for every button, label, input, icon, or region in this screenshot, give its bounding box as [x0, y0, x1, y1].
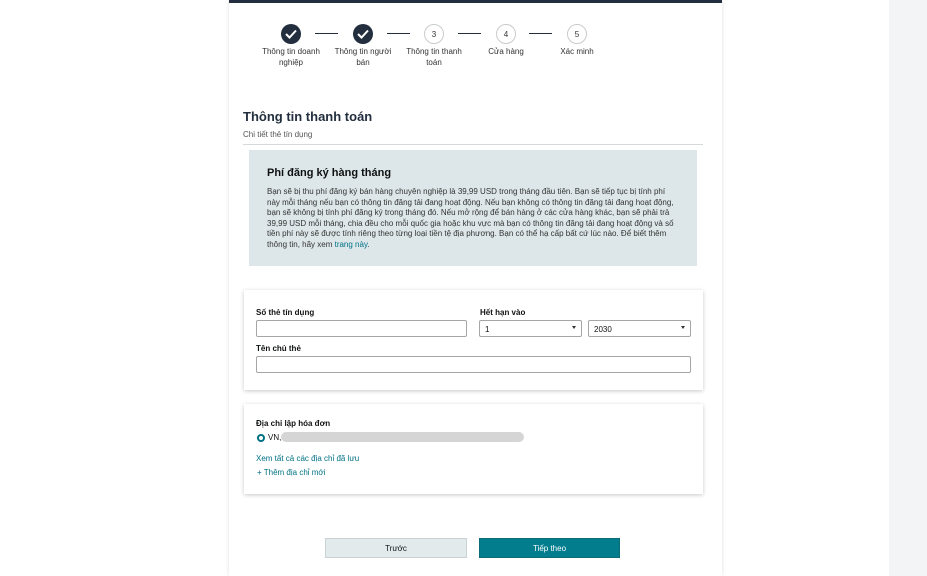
window-background-strip: [889, 0, 927, 576]
step-5-label: Xác minh: [560, 47, 594, 56]
next-button[interactable]: Tiếp theo: [479, 538, 620, 558]
chevron-down-icon: [681, 326, 685, 329]
expiry-month-select[interactable]: [479, 320, 582, 337]
info-link[interactable]: trang này: [334, 239, 368, 249]
info-body: [267, 187, 679, 250]
billing-address-panel: [244, 404, 703, 494]
step-2: [333, 24, 393, 68]
step-1: [261, 24, 321, 68]
credit-card-panel: [244, 290, 703, 390]
registration-card: [229, 0, 722, 576]
expiry-year-value: 2030: [594, 325, 612, 334]
address-prefix: VN,: [268, 433, 282, 442]
expiry-month-value: 1: [485, 325, 490, 334]
step-1-label: Thông tin doanh nghiệp: [262, 47, 320, 67]
step-2-label: Thông tin người bán: [334, 47, 392, 67]
chevron-down-icon: [572, 326, 576, 329]
divider: [243, 144, 703, 145]
step-4: [476, 24, 536, 58]
subscription-info-box: [249, 150, 697, 266]
cardholder-label: Tên chủ thẻ: [256, 344, 301, 353]
info-heading: Phí đăng ký hàng tháng: [267, 167, 392, 179]
view-saved-addresses-link[interactable]: Xem tất cả các địa chỉ đã lưu: [256, 454, 360, 463]
cardholder-input[interactable]: [256, 356, 691, 373]
card-number-label: Số thẻ tín dụng: [256, 308, 315, 317]
info-text: Bạn sẽ bị thu phí đăng ký bán hàng chuyên nghiệp là 39,99 USD trong tháng đầu tiên. Bạn sẽ tiếp tục bị tính phí này mỗi tháng nếu bạn có thông tin đăng tải đang hoạt động. Nếu bạn không có thông tin đăng tải đang hoạt động, bạn sẽ không bị tính phí đăng ký trong tháng đó. Nếu mở rộng để bán hàng ở các cửa hàng khác, bạn sẽ phải trả 39,99 USD mỗi tháng, chia đều cho mỗi quốc gia hoặc khu vực mà bạn có thông tin đăng tải đang hoạt động và số tiền phí này sẽ được tính riêng theo từng loại tiền tệ địa phương. Bạn có thể hạ cấp bất cứ lúc nào. Để biết thêm thông tin, hãy xem: [267, 187, 674, 249]
step-4-label: Cửa hàng: [488, 47, 524, 56]
step-4-number: 4: [496, 24, 516, 44]
page-subtitle: Chi tiết thẻ tín dụng: [243, 130, 313, 139]
address-radio[interactable]: [257, 434, 265, 442]
step-3: [404, 24, 464, 68]
page-title: Thông tin thanh toán: [243, 109, 373, 124]
redacted-address: [281, 432, 524, 442]
step-5-number: 5: [567, 24, 587, 44]
check-icon: [353, 24, 373, 44]
card-number-input[interactable]: [256, 320, 467, 337]
step-3-label: Thông tin thanh toán: [406, 47, 462, 67]
step-3-number: 3: [424, 24, 444, 44]
step-5: [547, 24, 607, 58]
info-suffix: .: [367, 239, 370, 249]
expiry-year-select[interactable]: [588, 320, 691, 337]
top-accent-bar: [229, 0, 722, 3]
add-address-link[interactable]: + Thêm địa chỉ mới: [257, 468, 326, 477]
check-icon: [281, 24, 301, 44]
billing-label: Địa chỉ lập hóa đơn: [256, 419, 331, 428]
expiry-label: Hết hạn vào: [480, 308, 526, 317]
previous-button[interactable]: Trước: [325, 538, 467, 558]
